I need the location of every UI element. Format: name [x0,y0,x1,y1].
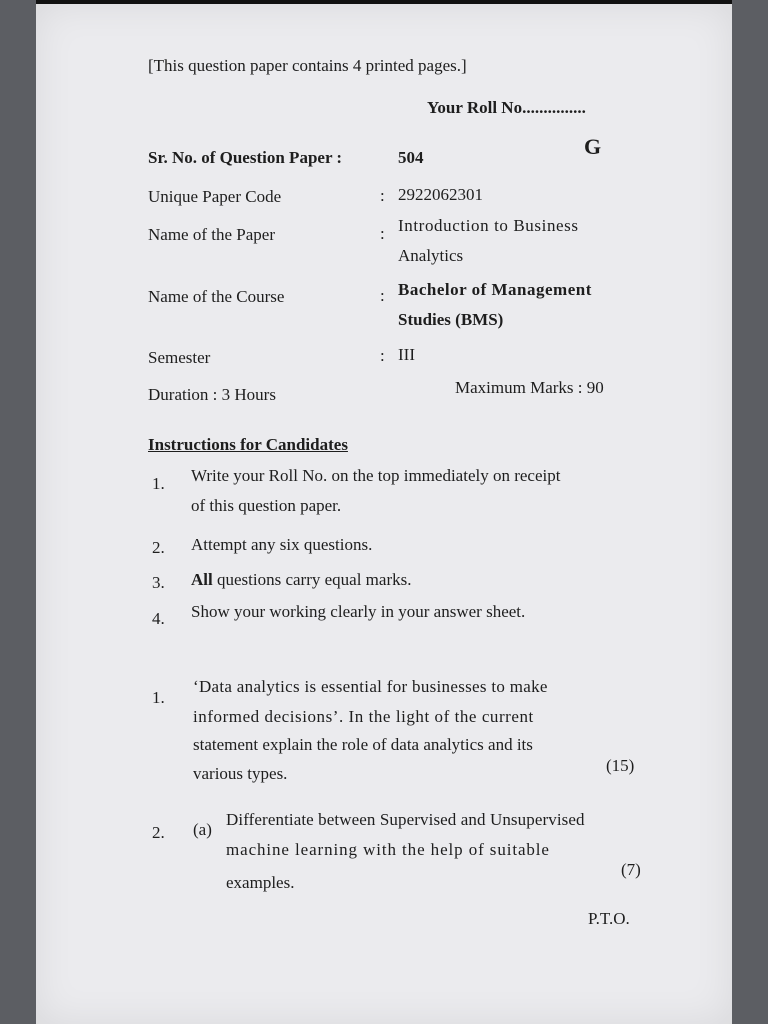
instruction-text: of this question paper. [191,496,342,515]
roll-no-field: Your Roll No............... [427,98,586,117]
paper-code-value: 2922062301 [398,185,483,204]
instructions-title: Instructions for Candidates [148,435,348,454]
question-text: examples. [226,873,295,892]
question-text: Differentiate between Supervised and Unsupervised [226,810,585,829]
set-letter: G [584,134,602,159]
question-marks: (7) [621,860,641,879]
paper-code-label: Unique Paper Code [148,187,282,206]
question-text: statement explain the role of data analytics and its [193,735,533,754]
course-name-colon: : [380,286,385,305]
question-text: informed decisions’. In the light of the current [193,707,534,726]
pto-note: P.T.O. [588,909,630,928]
instruction-number: 2. [152,538,165,557]
paper-code-colon: : [380,186,385,205]
question-part: (a) [193,820,212,839]
instruction-number: 3. [152,573,165,592]
instruction-text: Show your working clearly in your answer sheet. [191,602,526,621]
duration: Duration : 3 Hours [148,385,276,404]
question-marks: (15) [606,756,635,775]
paper-name-value-line2: Analytics [398,246,464,265]
sr-no-value: 504 [398,148,424,167]
course-name-label: Name of the Course [148,287,285,306]
semester-label: Semester [148,348,211,367]
question-text: various types. [193,764,288,783]
course-name-value-line1: Bachelor of Management [398,280,592,299]
question-text: machine learning with the help of suitable [226,840,550,859]
instruction-number: 4. [152,609,165,628]
instruction-text: Write your Roll No. on the top immediately on receipt [191,466,561,485]
pages-note: [This question paper contains 4 printed pages.] [148,56,467,75]
paper-name-label: Name of the Paper [148,225,275,244]
max-marks: Maximum Marks : 90 [455,378,604,397]
paper-name-colon: : [380,224,385,243]
instruction-emphasis: All [191,570,213,589]
instruction-text [191,570,411,590]
question-number: 2. [152,823,165,842]
semester-colon: : [380,346,385,365]
semester-value: III [398,345,415,364]
instruction-text: Attempt any six questions. [191,535,373,554]
sr-no-label: Sr. No. of Question Paper : [148,148,343,167]
instruction-text-rest: questions carry equal marks. [212,570,412,589]
question-text: ‘Data analytics is essential for businesses to make [193,677,548,696]
instruction-number: 1. [152,474,165,493]
paper-name-value-line1: Introduction to Business [398,216,579,235]
course-name-value-line2: Studies (BMS) [398,310,504,329]
question-number: 1. [152,688,165,707]
